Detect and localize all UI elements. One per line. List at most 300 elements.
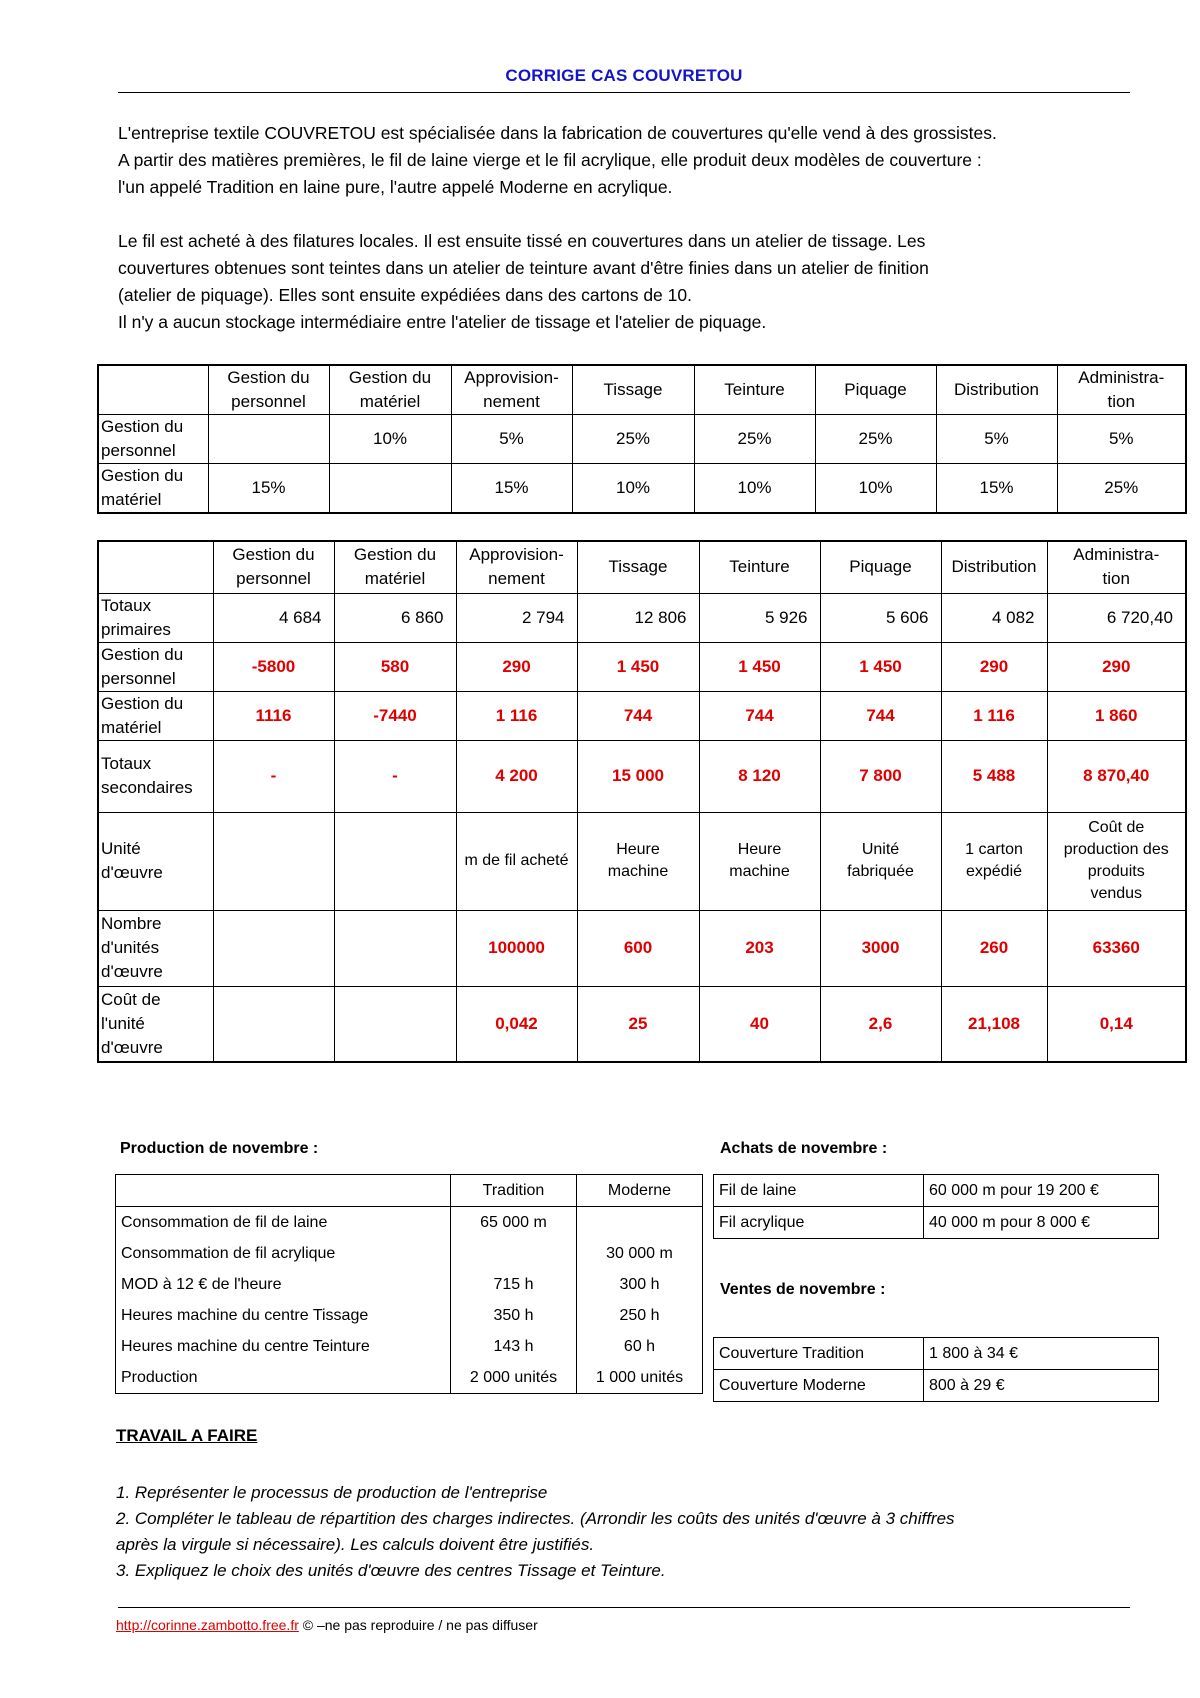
row-value bbox=[924, 1175, 1159, 1207]
table-cell bbox=[941, 593, 1047, 642]
cell-text: 25 bbox=[628, 1013, 648, 1033]
column-header bbox=[936, 365, 1057, 415]
cell-text: production des bbox=[1063, 841, 1169, 858]
row-label bbox=[714, 1370, 924, 1402]
cell-text: Gestion du bbox=[101, 417, 184, 436]
question-item: 2. Compléter le tableau de répartition des charges indirectes. (Arrondir les coûts des unités d'œuvre à 3 chiffres bbox=[116, 1509, 955, 1528]
cell-text: 100000 bbox=[488, 938, 545, 957]
cell-text: Tissage bbox=[608, 557, 668, 577]
cell-text: matériel bbox=[101, 717, 162, 737]
cell-text: vendus bbox=[1090, 885, 1143, 902]
table-row bbox=[116, 1269, 703, 1300]
cell-text: Consommation de fil acrylique bbox=[121, 1244, 336, 1262]
cell-text: 715 h bbox=[493, 1275, 534, 1293]
column-header bbox=[1047, 541, 1186, 593]
cell-text: Gestion du bbox=[101, 644, 184, 664]
cell-text: Teinture bbox=[729, 557, 790, 577]
table-row bbox=[98, 812, 1186, 910]
table-cell bbox=[820, 642, 941, 691]
cell-text: Coût de bbox=[101, 989, 161, 1009]
cell-text: Tissage bbox=[603, 380, 663, 399]
cell-text: 10% bbox=[858, 478, 893, 497]
table-cell bbox=[334, 986, 456, 1062]
cell-text: Approvision- bbox=[464, 368, 559, 387]
table-cell bbox=[1047, 910, 1186, 986]
row-label bbox=[98, 464, 208, 514]
column-header bbox=[572, 365, 694, 415]
cell-text: Unité bbox=[101, 839, 141, 858]
cell-text: 1 450 bbox=[859, 656, 902, 676]
cell-text: 25% bbox=[737, 429, 772, 448]
table-cell bbox=[577, 740, 699, 812]
cell-text: 8 120 bbox=[738, 766, 781, 785]
row-label bbox=[116, 1362, 451, 1394]
column-header bbox=[820, 541, 941, 593]
table-row bbox=[116, 1238, 703, 1269]
cell-text: 21,108 bbox=[968, 1013, 1020, 1033]
table-row bbox=[714, 1175, 1159, 1207]
cell-text: 6 720,40 bbox=[1106, 607, 1173, 627]
cell-text: 744 bbox=[745, 705, 774, 725]
cell-text: primaires bbox=[101, 619, 171, 639]
intro-line: couvertures obtenues sont teintes dans un atelier de teinture avant d'être finies dans un atelier de finition bbox=[118, 258, 929, 278]
cell-text: Gestion du bbox=[348, 368, 432, 387]
intro-line: L'entreprise textile COUVRETOU est spécialisée dans la fabrication de couvertures qu'elle vend à des grossistes. bbox=[118, 123, 997, 143]
row-value bbox=[924, 1207, 1159, 1239]
cell-text: 1 116 bbox=[973, 705, 1015, 725]
cell-text: personnel bbox=[101, 441, 176, 460]
cell-text: 290 bbox=[979, 656, 1009, 676]
cell-text: 5% bbox=[1108, 429, 1134, 448]
table-row bbox=[98, 986, 1186, 1062]
cell-text: Heures machine du centre Tissage bbox=[121, 1306, 369, 1324]
cell-text: - bbox=[270, 766, 277, 785]
table-cell bbox=[451, 1269, 577, 1300]
table-cell bbox=[213, 910, 334, 986]
table-cell bbox=[213, 986, 334, 1062]
cell-text: personnel bbox=[101, 668, 176, 688]
table-cell bbox=[936, 415, 1057, 464]
cell-text: 12 806 bbox=[634, 607, 687, 627]
cell-text: 1 800 à 34 € bbox=[929, 1344, 1018, 1362]
cell-text: 350 h bbox=[493, 1306, 534, 1324]
empty-cell bbox=[116, 1175, 451, 1207]
table-cell bbox=[577, 1362, 703, 1394]
cell-text: 15% bbox=[494, 478, 529, 497]
cell-text: 4 200 bbox=[495, 766, 538, 785]
repartition-table bbox=[97, 364, 1187, 514]
cell-text: nement bbox=[488, 569, 545, 589]
cell-text: Totaux bbox=[101, 754, 152, 773]
title-divider bbox=[118, 92, 1130, 93]
footer-text: © –ne pas reproduire / ne pas diffuser bbox=[298, 1617, 538, 1633]
cell-text: secondaires bbox=[101, 778, 193, 797]
cell-text: d'œuvre bbox=[101, 863, 163, 882]
column-header bbox=[577, 1175, 703, 1207]
cell-text: 25% bbox=[615, 429, 651, 448]
table-cell bbox=[699, 910, 820, 986]
table-cell bbox=[699, 593, 820, 642]
row-label bbox=[116, 1207, 451, 1239]
row-label bbox=[714, 1338, 924, 1370]
cell-text: 60 000 m pour 19 200 € bbox=[929, 1181, 1099, 1199]
table-cell bbox=[699, 691, 820, 740]
footer bbox=[116, 1617, 538, 1633]
table-row bbox=[714, 1338, 1159, 1370]
intro-line: (atelier de piquage). Elles sont ensuite expédiées dans des cartons de 10. bbox=[118, 285, 692, 305]
cell-text: 1116 bbox=[255, 705, 292, 725]
cell-text: 250 h bbox=[619, 1306, 660, 1324]
ventes-table bbox=[713, 1337, 1159, 1402]
table-cell bbox=[451, 1300, 577, 1331]
table-cell bbox=[941, 642, 1047, 691]
table-cell bbox=[1047, 740, 1186, 812]
table-cell bbox=[1047, 812, 1186, 910]
charges-table bbox=[97, 540, 1187, 1063]
column-header bbox=[451, 1175, 577, 1207]
table-cell bbox=[699, 642, 820, 691]
cell-text: nement bbox=[483, 392, 540, 411]
row-label bbox=[98, 593, 213, 642]
cell-text: 143 h bbox=[493, 1337, 534, 1355]
question-item: 3. Expliquez le choix des unités d'œuvre des centres Tissage et Teinture. bbox=[116, 1561, 666, 1580]
column-header bbox=[208, 365, 329, 415]
row-label bbox=[98, 740, 213, 812]
table-cell bbox=[815, 415, 936, 464]
cell-text: matériel bbox=[101, 490, 162, 509]
cell-text: 63360 bbox=[1092, 938, 1140, 957]
footer-link[interactable]: http://corinne.zambotto.free.fr bbox=[116, 1617, 299, 1633]
table-cell bbox=[941, 812, 1047, 910]
cell-text: 1 860 bbox=[1094, 705, 1138, 725]
table-cell bbox=[941, 910, 1047, 986]
column-header bbox=[456, 541, 577, 593]
table-cell bbox=[451, 1362, 577, 1394]
cell-text: 15% bbox=[251, 478, 286, 497]
column-header bbox=[941, 541, 1047, 593]
cell-text: d'œuvre bbox=[101, 1037, 163, 1057]
table-cell bbox=[577, 1300, 703, 1331]
cell-text: Totaux bbox=[101, 595, 152, 615]
table-cell bbox=[334, 691, 456, 740]
row-label bbox=[98, 415, 208, 464]
column-header bbox=[694, 365, 815, 415]
cell-text: 744 bbox=[623, 705, 653, 725]
cell-text: 800 à 29 € bbox=[929, 1376, 1005, 1394]
table-row bbox=[98, 910, 1186, 986]
cell-text: 10% bbox=[372, 429, 408, 448]
cell-text: Coût de bbox=[1088, 819, 1145, 836]
cell-text: Gestion du bbox=[101, 466, 184, 485]
cell-text: - bbox=[392, 766, 398, 785]
cell-text: 5 488 bbox=[972, 766, 1016, 785]
table-cell bbox=[577, 593, 699, 642]
table-cell bbox=[577, 1331, 703, 1362]
cell-text: l'unité bbox=[101, 1013, 145, 1033]
footer-divider bbox=[118, 1607, 1130, 1608]
row-label bbox=[98, 910, 213, 986]
table-cell bbox=[1047, 691, 1186, 740]
table-cell bbox=[577, 642, 699, 691]
column-header bbox=[329, 365, 451, 415]
table-cell bbox=[334, 740, 456, 812]
table-cell bbox=[456, 910, 577, 986]
table-row bbox=[116, 1362, 703, 1394]
cell-text: Heures machine du centre Teinture bbox=[121, 1337, 370, 1355]
row-label bbox=[714, 1207, 924, 1239]
ventes-heading: Ventes de novembre : bbox=[720, 1281, 886, 1298]
table-cell bbox=[572, 415, 694, 464]
cell-text: Couverture Tradition bbox=[719, 1344, 864, 1362]
cell-text: Gestion du bbox=[232, 545, 315, 565]
cell-text: Piquage bbox=[844, 380, 907, 399]
cell-text: 4 684 bbox=[278, 607, 322, 627]
cell-text: Piquage bbox=[849, 557, 912, 577]
table-cell bbox=[208, 415, 329, 464]
cell-text: Gestion du bbox=[227, 368, 310, 387]
cell-text: 5 606 bbox=[885, 607, 929, 627]
cell-text: 260 bbox=[979, 938, 1009, 957]
column-header bbox=[699, 541, 820, 593]
cell-text: Nombre bbox=[101, 914, 162, 933]
production-heading: Production de novembre : bbox=[120, 1140, 319, 1157]
cell-text: 30 000 m bbox=[606, 1244, 673, 1262]
table-cell bbox=[820, 740, 941, 812]
table-cell bbox=[941, 986, 1047, 1062]
cell-text: Heure bbox=[616, 841, 660, 858]
row-label bbox=[98, 691, 213, 740]
cell-text: 40 bbox=[750, 1013, 769, 1033]
table-row bbox=[98, 740, 1186, 812]
cell-text: 203 bbox=[745, 938, 774, 957]
table-cell bbox=[334, 593, 456, 642]
cell-text: tion bbox=[1107, 392, 1135, 411]
table-row bbox=[116, 1175, 703, 1207]
cell-text: 10% bbox=[615, 478, 651, 497]
cell-text: 65 000 m bbox=[480, 1213, 547, 1231]
table-row bbox=[116, 1300, 703, 1331]
cell-text: 1 000 unités bbox=[595, 1368, 684, 1386]
table-cell bbox=[213, 642, 334, 691]
intro-text bbox=[118, 120, 1138, 336]
table-row bbox=[98, 415, 1186, 464]
question-item: 1. Représenter le processus de production de l'entreprise bbox=[116, 1483, 548, 1502]
column-header bbox=[815, 365, 936, 415]
row-label bbox=[116, 1238, 451, 1269]
table-row bbox=[714, 1370, 1159, 1402]
table-cell bbox=[577, 1238, 703, 1269]
cell-text: machine bbox=[729, 863, 790, 880]
cell-text: produits bbox=[1087, 863, 1145, 880]
cell-text: 15 000 bbox=[612, 766, 664, 785]
cell-text: personnel bbox=[236, 569, 311, 589]
cell-text: 0,14 bbox=[1099, 1013, 1133, 1033]
cell-text: 10% bbox=[737, 478, 772, 497]
cell-text: Administra- bbox=[1078, 368, 1165, 387]
cell-text: Heure bbox=[737, 841, 782, 858]
production-table bbox=[115, 1174, 703, 1394]
table-cell bbox=[213, 691, 334, 740]
table-cell bbox=[699, 812, 820, 910]
travail-heading: TRAVAIL A FAIRE bbox=[116, 1426, 258, 1445]
table-cell bbox=[1047, 986, 1186, 1062]
cell-text: 3000 bbox=[861, 938, 900, 957]
cell-text: Fil acrylique bbox=[719, 1213, 805, 1231]
cell-text: 1 116 bbox=[495, 705, 538, 725]
row-label bbox=[98, 986, 213, 1062]
achats-table bbox=[713, 1174, 1159, 1239]
table-cell bbox=[820, 986, 941, 1062]
table-row bbox=[116, 1207, 703, 1239]
cell-text: Gestion du bbox=[353, 545, 437, 565]
cell-text: machine bbox=[607, 863, 669, 880]
column-header bbox=[451, 365, 572, 415]
questions-list bbox=[116, 1480, 1136, 1584]
cell-text: Consommation de fil de laine bbox=[121, 1213, 328, 1231]
table-cell bbox=[456, 812, 577, 910]
cell-text: fabriquée bbox=[847, 863, 914, 880]
page-title: CORRIGE CAS COUVRETOU bbox=[505, 66, 743, 85]
row-label bbox=[98, 812, 213, 910]
cell-text: 744 bbox=[866, 705, 895, 725]
cell-text: Production bbox=[121, 1368, 198, 1386]
cell-text: 15% bbox=[979, 478, 1014, 497]
table-cell bbox=[456, 740, 577, 812]
empty-cell bbox=[98, 365, 208, 415]
table-cell bbox=[334, 642, 456, 691]
intro-line: Il n'y a aucun stockage intermédiaire entre l'atelier de tissage et l'atelier de piquage. bbox=[118, 312, 767, 332]
table-cell bbox=[699, 740, 820, 812]
column-header bbox=[577, 541, 699, 593]
cell-text: 4 082 bbox=[991, 607, 1035, 627]
cell-text: 5% bbox=[984, 429, 1009, 448]
row-value bbox=[924, 1370, 1159, 1402]
cell-text: Unité bbox=[861, 841, 900, 858]
table-cell bbox=[208, 464, 329, 514]
row-label bbox=[116, 1331, 451, 1362]
table-cell bbox=[941, 740, 1047, 812]
cell-text: 40 000 m pour 8 000 € bbox=[929, 1213, 1091, 1231]
cell-text: -5800 bbox=[251, 656, 296, 676]
cell-text: d'œuvre bbox=[101, 962, 163, 981]
table-cell bbox=[456, 986, 577, 1062]
cell-text: matériel bbox=[364, 569, 426, 589]
table-cell bbox=[577, 691, 699, 740]
table-cell bbox=[577, 1269, 703, 1300]
table-row bbox=[98, 593, 1186, 642]
row-label bbox=[714, 1175, 924, 1207]
cell-text: 1 450 bbox=[616, 656, 660, 676]
cell-text: d'unités bbox=[101, 938, 160, 957]
table-cell bbox=[694, 464, 815, 514]
intro-line: l'un appelé Tradition en laine pure, l'autre appelé Moderne en acrylique. bbox=[118, 177, 673, 197]
cell-text: 290 bbox=[1102, 656, 1131, 676]
cell-text: 0,042 bbox=[495, 1013, 538, 1033]
row-label bbox=[116, 1269, 451, 1300]
row-label bbox=[116, 1300, 451, 1331]
table-cell bbox=[577, 986, 699, 1062]
cell-text: 60 h bbox=[623, 1337, 656, 1355]
cell-text: 25% bbox=[1104, 478, 1139, 497]
cell-text: matériel bbox=[359, 392, 421, 411]
column-header bbox=[213, 541, 334, 593]
cell-text: Gestion du bbox=[101, 693, 184, 713]
cell-text: 2,6 bbox=[868, 1013, 893, 1033]
cell-text: 2 794 bbox=[521, 607, 565, 627]
cell-text: 8 870,40 bbox=[1083, 766, 1150, 785]
cell-text: 2 000 unités bbox=[469, 1368, 558, 1386]
table-cell bbox=[815, 464, 936, 514]
cell-text: 290 bbox=[502, 656, 531, 676]
achats-heading: Achats de novembre : bbox=[720, 1140, 888, 1157]
table-cell bbox=[820, 812, 941, 910]
table-row bbox=[116, 1331, 703, 1362]
cell-text: personnel bbox=[231, 392, 306, 411]
cell-text: Approvision- bbox=[469, 545, 564, 565]
cell-text: 5 926 bbox=[764, 607, 808, 627]
intro-line: A partir des matières premières, le fil de laine vierge et le fil acrylique, elle produit deux modèles de couverture : bbox=[118, 150, 982, 170]
table-cell bbox=[577, 812, 699, 910]
table-row bbox=[98, 642, 1186, 691]
table-cell bbox=[451, 1207, 577, 1239]
cell-text: 600 bbox=[623, 938, 653, 957]
table-cell bbox=[213, 593, 334, 642]
table-cell bbox=[213, 812, 334, 910]
table-cell bbox=[456, 691, 577, 740]
cell-text: Administra- bbox=[1073, 545, 1160, 565]
cell-text: -7440 bbox=[373, 705, 417, 725]
table-row bbox=[98, 464, 1186, 514]
table-cell bbox=[451, 415, 572, 464]
cell-text: 1 450 bbox=[738, 656, 781, 676]
table-cell bbox=[329, 415, 451, 464]
table-cell bbox=[1047, 593, 1186, 642]
table-cell bbox=[329, 464, 451, 514]
table-cell bbox=[451, 464, 572, 514]
table-cell bbox=[334, 910, 456, 986]
column-header bbox=[1057, 365, 1186, 415]
cell-text: 7 800 bbox=[859, 766, 902, 785]
table-cell bbox=[820, 910, 941, 986]
table-cell bbox=[213, 740, 334, 812]
cell-text: m de fil acheté bbox=[464, 852, 569, 869]
cell-text: 6 860 bbox=[400, 607, 444, 627]
cell-text: MOD à 12 € de l'heure bbox=[121, 1275, 282, 1293]
table-cell bbox=[820, 691, 941, 740]
cell-text: Tradition bbox=[482, 1181, 545, 1199]
table-row bbox=[98, 691, 1186, 740]
table-cell bbox=[694, 415, 815, 464]
row-label bbox=[98, 642, 213, 691]
column-header bbox=[334, 541, 456, 593]
cell-text: Moderne bbox=[607, 1181, 672, 1199]
table-cell bbox=[820, 593, 941, 642]
table-cell bbox=[334, 812, 456, 910]
intro-line: Le fil est acheté à des filatures locales. Il est ensuite tissé en couvertures dans un atelier de tissage. Les bbox=[118, 231, 926, 251]
table-cell bbox=[572, 464, 694, 514]
empty-cell bbox=[98, 541, 213, 593]
cell-text: 580 bbox=[380, 656, 410, 676]
cell-text: tion bbox=[1102, 569, 1130, 589]
table-cell bbox=[456, 642, 577, 691]
table-row bbox=[714, 1207, 1159, 1239]
cell-text: 1 carton bbox=[965, 841, 1023, 858]
table-cell bbox=[1047, 642, 1186, 691]
row-value bbox=[924, 1338, 1159, 1370]
question-item: après la virgule si nécessaire). Les calculs doivent être justifiés. bbox=[116, 1535, 595, 1554]
table-cell bbox=[451, 1331, 577, 1362]
cell-text: 25% bbox=[858, 429, 893, 448]
